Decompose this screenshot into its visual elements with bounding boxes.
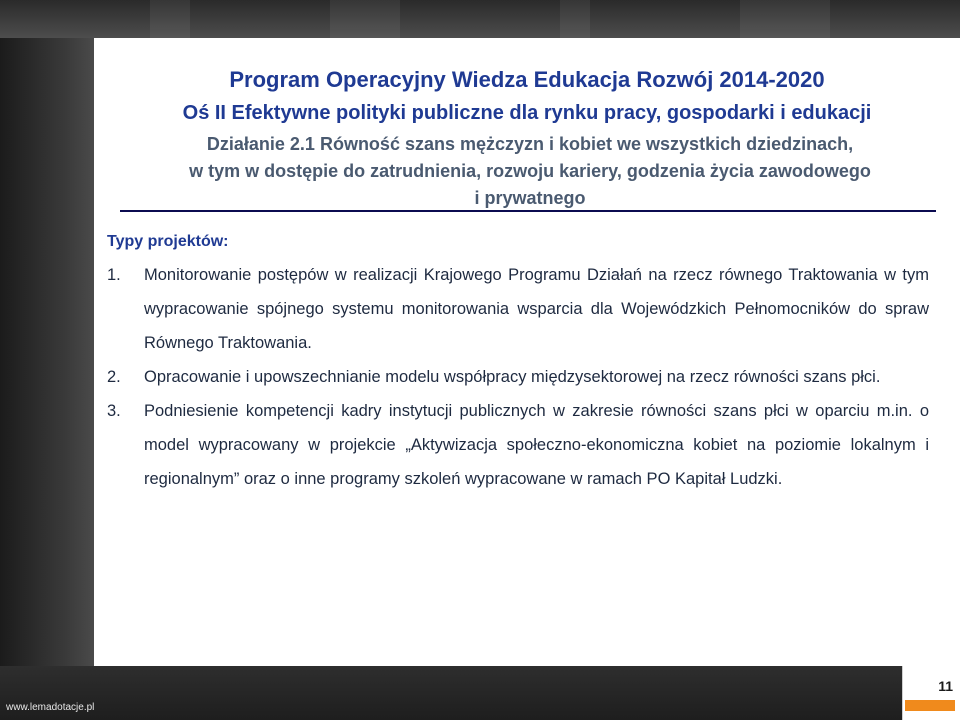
list-item-number: 2. [107,368,121,386]
orange-accent-bar [905,700,955,711]
action-line-2: w tym w dostępie do zatrudnienia, rozwoju kariery, godzenia życia zawodowego [189,161,871,181]
axis-subtitle: Oś II Efektywne polityki publiczne dla rynku pracy, gospodarki i edukacji [182,102,872,124]
top-decorative-band [0,0,960,38]
list-item-number: 3. [107,402,121,420]
action-heading [100,131,960,212]
list-item-text: Monitorowanie postępów w realizacji Krajowego Programu Działań na rzecz równego Traktowania w tym wypracowanie spójnego systemu monitorowania wsparcia dla Wojewódzkich Pełnomocników do spraw Równego Traktowania. [144,266,929,352]
top-stripe [330,0,400,38]
top-stripe [150,0,190,38]
left-decorative-strip [0,0,94,720]
project-types-label: Typy projektów: [107,233,229,250]
list-item [107,360,929,394]
list-item-number: 1. [107,266,121,284]
list-item-text: Opracowanie i upowszechnianie modelu współpracy międzysektorowej na rzecz równości szans płci. [144,368,881,386]
list-item [107,394,929,496]
list-item-text: Podniesienie kompetencji kadry instytucji publicznych w zakresie równości szans płci w oparciu m.in. o model wypracowany w projekcie „Aktywizacja społeczno-ekonomiczna kobiet na poziomie lokalnym i regionalnym” oraz o inne programy szkoleń wypracowane w ramach PO Kapitał Ludzki. [144,402,929,488]
page-number: 11 [938,678,953,694]
program-title: Program Operacyjny Wiedza Edukacja Rozwój 2014-2020 [229,67,825,92]
action-line-3: i prywatnego [474,188,586,208]
page-number-badge [902,666,960,720]
action-line-1: Działanie 2.1 Równość szans mężczyzn i kobiet we wszystkich dziedzinach, [206,134,854,154]
list-item [107,258,929,360]
header-divider [120,210,936,212]
bottom-decorative-band [0,666,960,720]
footer-url: www.lemadotacje.pl [6,702,95,713]
project-types-list [107,258,929,496]
top-stripe [740,0,830,38]
top-stripe [560,0,590,38]
